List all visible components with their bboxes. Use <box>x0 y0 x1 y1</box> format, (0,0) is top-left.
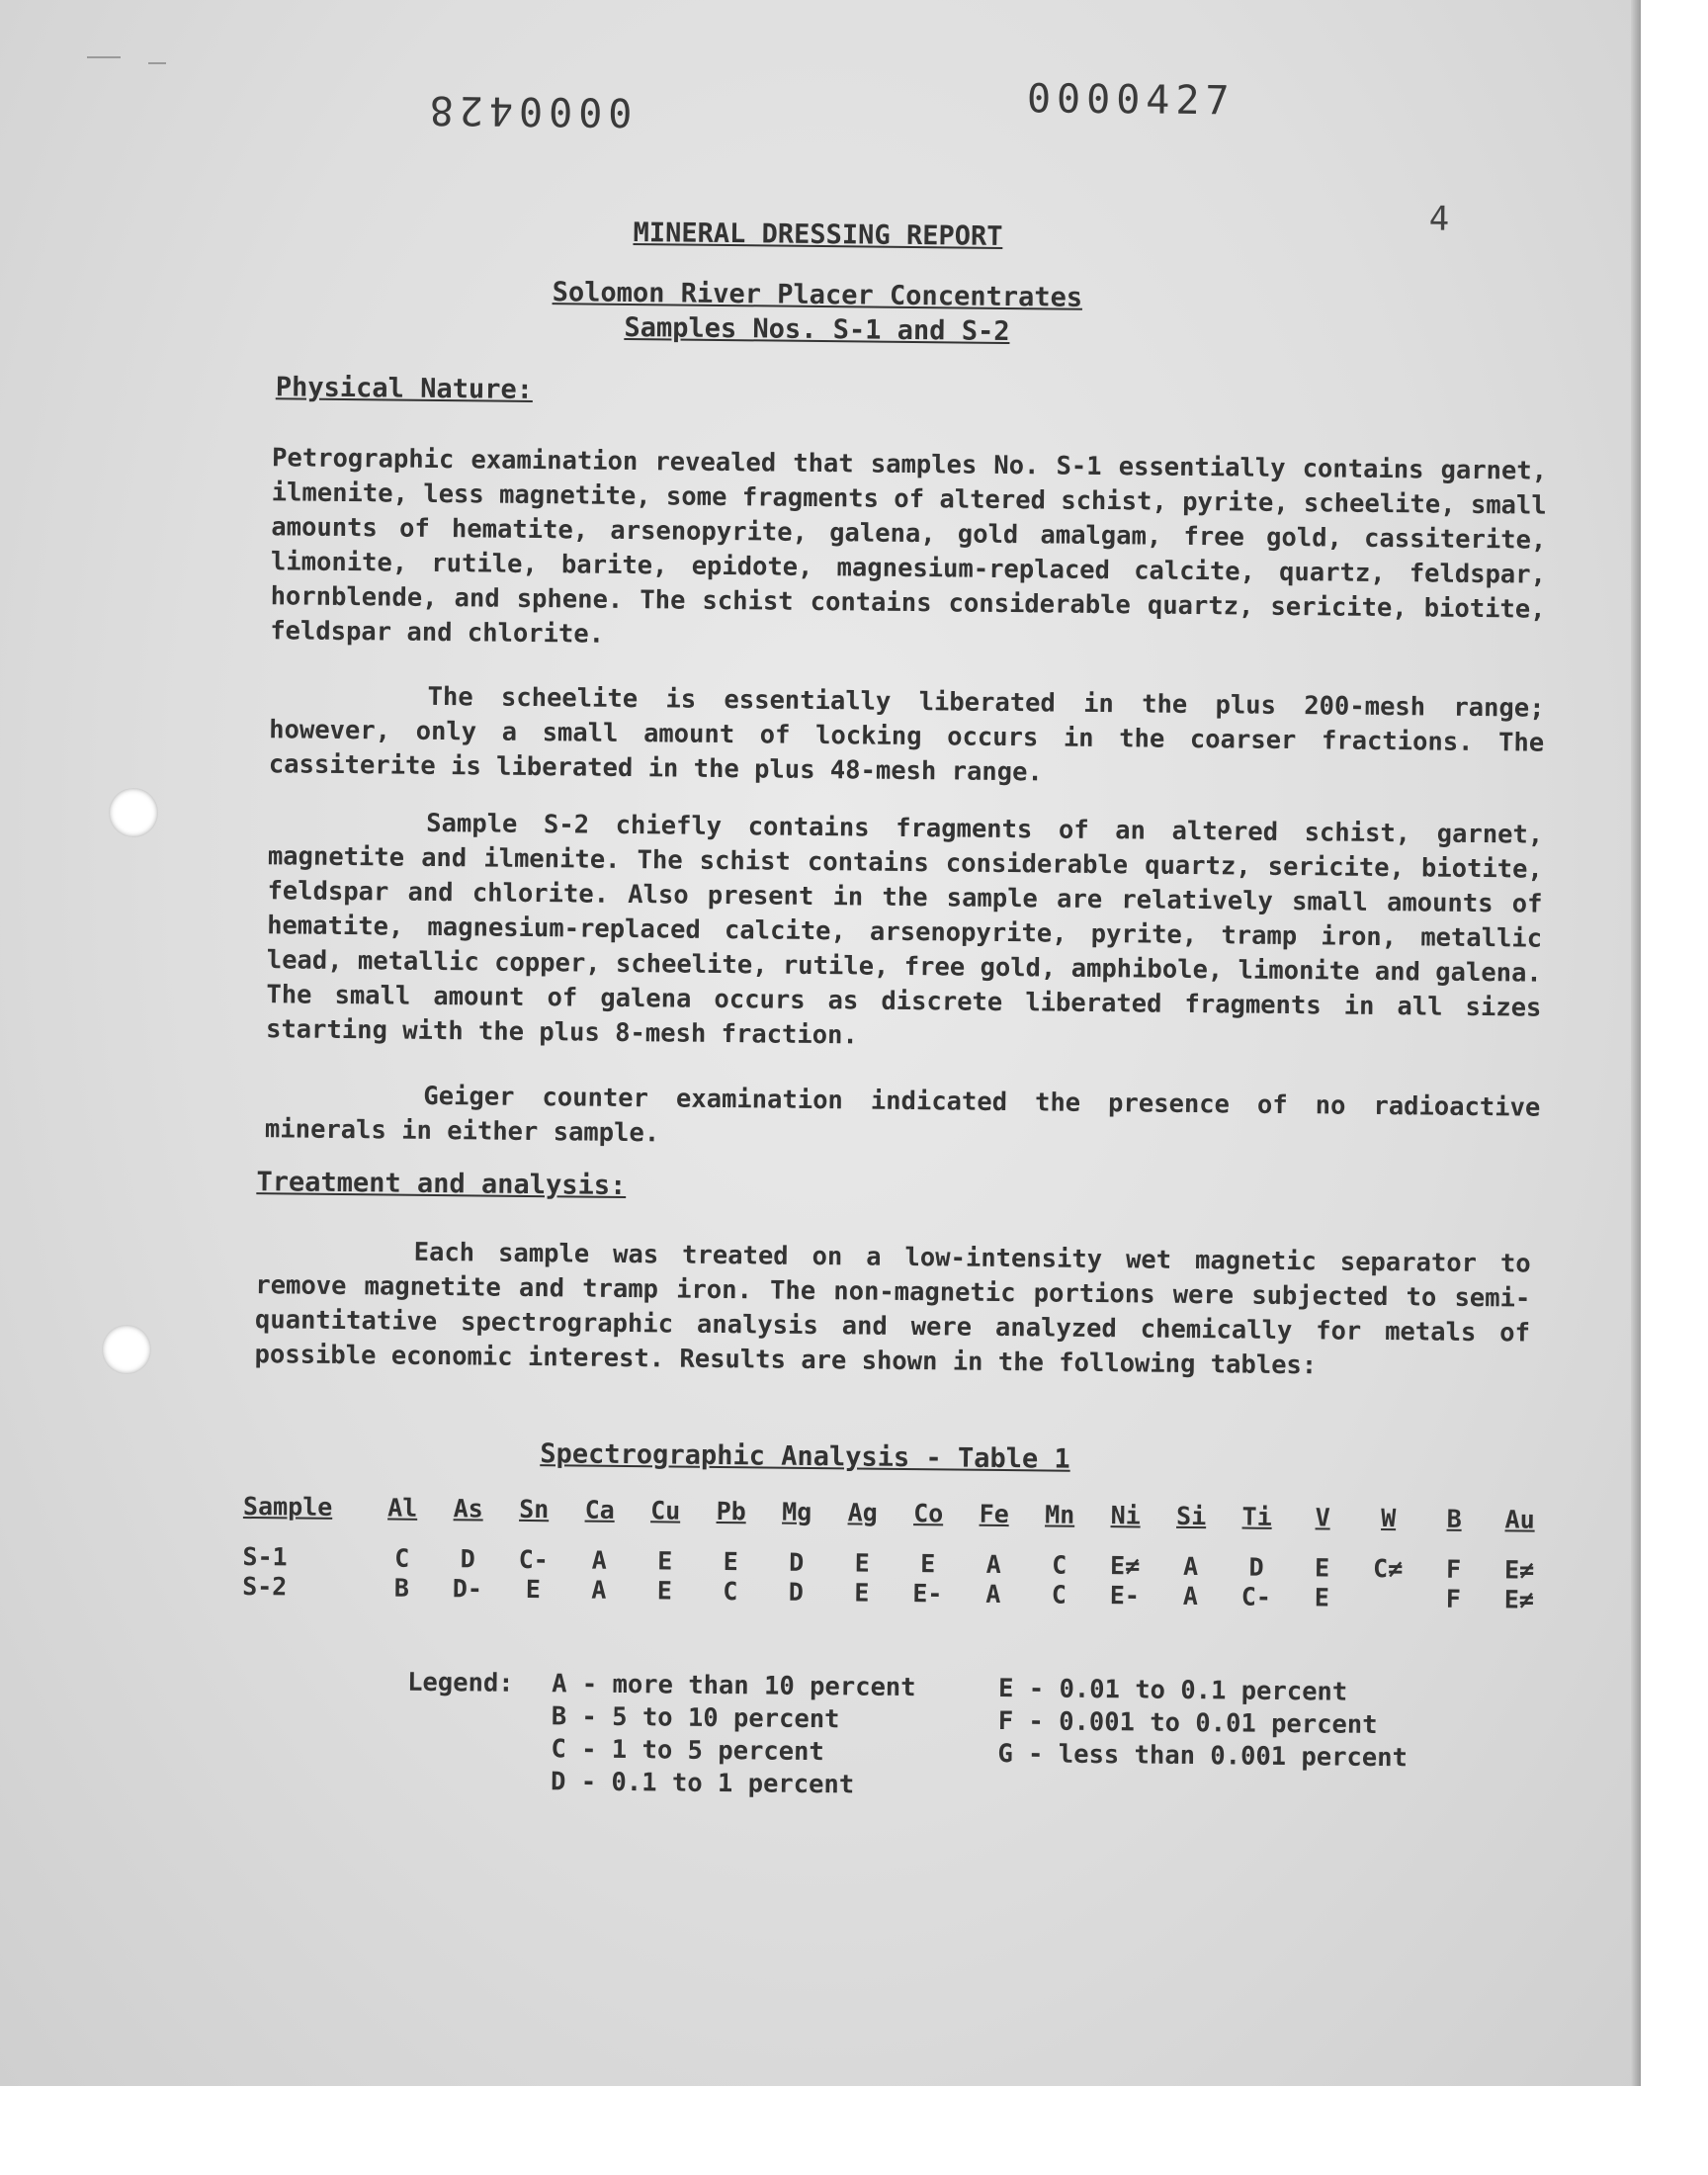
table-cell: E <box>1314 1553 1330 1583</box>
table-cell: C <box>1051 1580 1068 1610</box>
spectrographic-table <box>242 1492 1553 1615</box>
column-header: Mg <box>782 1497 812 1526</box>
table-cell: E <box>1314 1583 1330 1612</box>
table-cell: C≠ <box>1372 1553 1404 1584</box>
table-cell: C <box>394 1543 410 1573</box>
paragraph-sample-s1: Petrographic examination revealed that samples No. S-1 essentially contains garnet, ilmenite, less magnetite, some fragments of altered schist, pyrite, scheelite, small amounts of hematite, arsenopyrite, galena, gold amalgam, free gold, cassiterite, limonite, rutile, barite, epidote, magnesium-replaced calcite, quartz, feldspar, hornblende, and sphene. The schist contains considerable quartz, sericite, biotite, feldspar and chlorite. <box>270 443 1548 650</box>
column-header: Ca <box>584 1495 615 1524</box>
table-cell: F <box>1445 1554 1462 1584</box>
table-cell <box>1354 1584 1420 1614</box>
column-header: Au <box>1504 1505 1535 1534</box>
column-header: Pb <box>716 1496 746 1526</box>
table-cell: C- <box>1240 1582 1272 1611</box>
column-header: V <box>1315 1503 1330 1532</box>
table-cell: E <box>723 1547 738 1577</box>
table-cell: E- <box>912 1579 943 1609</box>
legend-column-2 <box>997 1673 1409 1775</box>
table-cell: B <box>393 1573 410 1603</box>
document-number-stamp: 0000427 <box>1026 76 1236 125</box>
column-header: Ti <box>1241 1502 1272 1531</box>
table-cell: D <box>460 1544 475 1574</box>
table-cell: D <box>789 1547 805 1577</box>
table-cell: E≠ <box>1503 1585 1535 1614</box>
page-number: 4 <box>1428 199 1450 239</box>
column-header: Ag <box>847 1498 878 1527</box>
report-title: MINERAL DRESSING REPORT <box>633 218 1003 252</box>
table-cell: A <box>985 1549 1001 1579</box>
column-header: Al <box>387 1493 418 1522</box>
column-header: Cu <box>650 1496 681 1525</box>
treatment-heading: Treatment and analysis: <box>256 1167 627 1202</box>
column-header: Co <box>913 1499 944 1528</box>
column-header: Fe <box>979 1499 1009 1529</box>
table-cell: D- <box>452 1574 483 1604</box>
report-subtitle: Solomon River Placer Concentrates <box>552 277 1083 313</box>
table-cell: E <box>854 1578 870 1608</box>
table-cell: D <box>1248 1552 1264 1582</box>
legend-item: C - 1 to 5 percent <box>551 1734 824 1768</box>
paragraph-sample-s2: Sample S-2 chiefly contains fragments of an altered schist, garnet, magnetite and ilmenite. The schist contains considerable quartz, sericite, biotite, feldspar and chlorite. Also present in the sample are relatively small amounts of hematite, magnesium-replaced calcite, arsenopyrite, pyrite, tramp iron, metallic lead, metallic copper, scheelite, rutile, free gold, amphibole, limonite and galena. The small amount of galena occurs as discrete liberated fragments in all sizes starting with the plus 8-mesh fraction. <box>265 808 1544 1051</box>
column-header: Sample <box>242 1491 333 1522</box>
legend-label: Legend: <box>407 1667 514 1698</box>
table-cell: E <box>656 1576 673 1606</box>
paragraph-geiger: Geiger counter examination indicated the presence of no radioactive minerals in either sample. <box>264 1081 1541 1149</box>
table-cell: F <box>1445 1584 1462 1613</box>
column-header: Si <box>1175 1501 1207 1531</box>
legend-item: G - less than 0.001 percent <box>997 1738 1409 1774</box>
paragraph-scheelite: The scheelite is essentially liberated in the plus 200-mesh range; however, only a small amount of locking occurs in the coarser fractions. The cassiterite is liberated in the plus 48-mesh range. <box>268 681 1545 788</box>
table-cell: C <box>1052 1550 1068 1580</box>
table-cell: A <box>591 1575 607 1605</box>
legend-item: D - 0.1 to 1 percent <box>550 1767 855 1800</box>
table-cell: S-2 <box>242 1571 288 1602</box>
table-cell: A <box>1182 1581 1199 1611</box>
table-cell: E <box>854 1548 870 1578</box>
table-cell: E <box>525 1574 542 1605</box>
column-header: B <box>1446 1504 1462 1533</box>
table-cell: E- <box>1109 1581 1141 1610</box>
legend-item: E - 0.01 to 0.1 percent <box>997 1673 1348 1707</box>
table-cell: E <box>920 1549 936 1579</box>
document-number-stamp-inverted: 0000428 <box>423 86 633 135</box>
column-header: Ni <box>1110 1501 1141 1530</box>
column-header: Mn <box>1045 1500 1075 1529</box>
legend-item: A - more than 10 percent <box>551 1669 916 1703</box>
table-cell: A <box>985 1579 1001 1609</box>
table-cell: C- <box>518 1544 549 1575</box>
table-cell: E≠ <box>1503 1555 1535 1585</box>
legend-column-1 <box>551 1668 916 1802</box>
column-header: As <box>453 1494 483 1523</box>
column-header: Sn <box>519 1494 550 1524</box>
report-samples-line: Samples Nos. S-1 and S-2 <box>624 311 1010 348</box>
table-cell: E≠ <box>1109 1551 1141 1581</box>
legend-item: F - 0.001 to 0.01 percent <box>997 1705 1378 1740</box>
table-cell: S-1 <box>242 1541 288 1572</box>
column-header: W <box>1381 1504 1397 1533</box>
legend-item: B - 5 to 10 percent <box>551 1701 840 1735</box>
table-cell: A <box>1182 1551 1199 1582</box>
table-title: Spectrographic Analysis - Table 1 <box>540 1438 1070 1475</box>
table-cell: C <box>723 1577 738 1607</box>
table-cell: E <box>657 1546 673 1576</box>
paragraph-treatment: Each sample was treated on a low-intensity wet magnetic separator to remove magnetite and tramp iron. The non-magnetic portions were subjected to semi-quantitative spectrographic analysis and were analyzed chemically for metals of possible economic interest. Results are shown in the following tables: <box>254 1237 1531 1381</box>
table-cell: A <box>591 1545 607 1575</box>
table-cell: D <box>788 1577 805 1607</box>
physical-nature-heading: Physical Nature: <box>275 372 534 405</box>
